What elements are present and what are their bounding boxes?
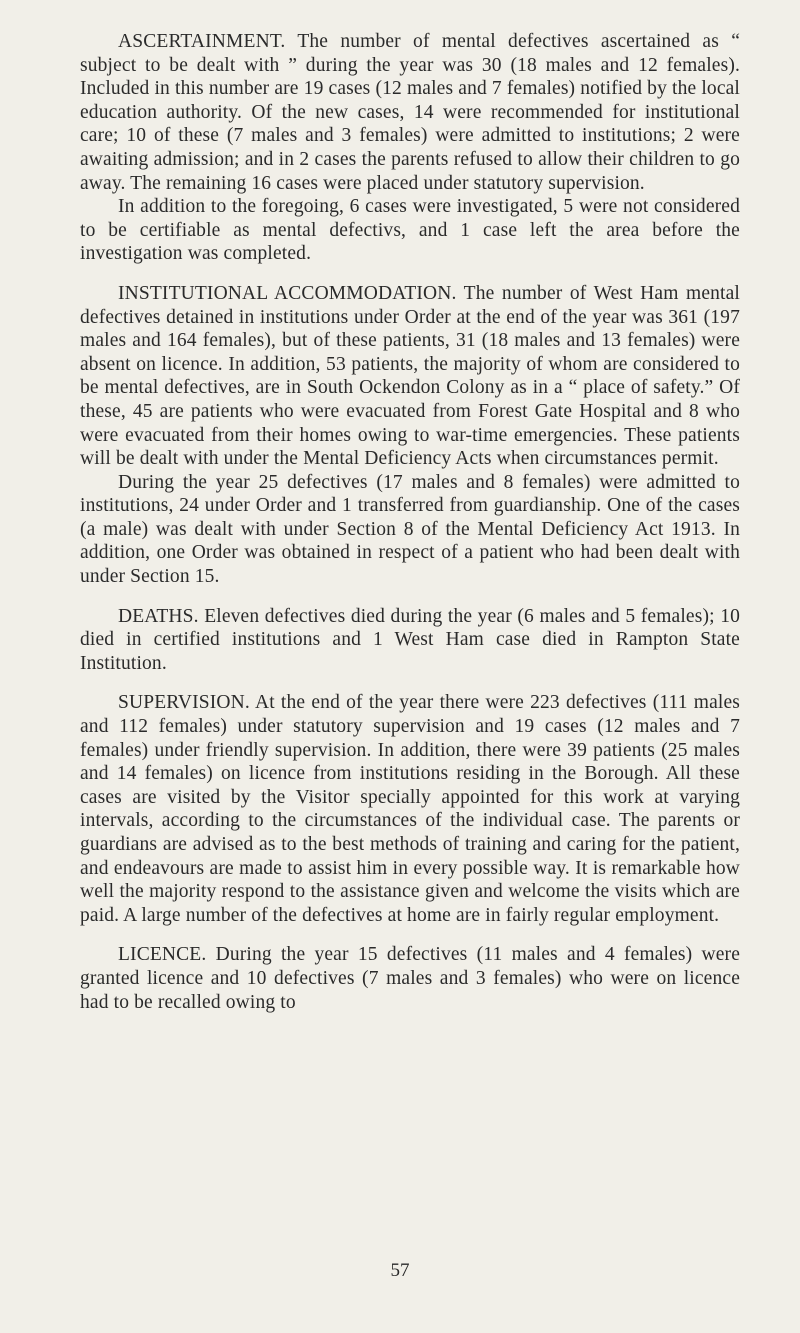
paragraph-investigated: In addition to the foregoing, 6 cases were investigated, 5 were not considered to be certifiable as mental defectivs, and 1 case left the area before the investigation was completed. (80, 196, 740, 265)
paragraph-admissions: During the year 25 defectives (17 males and 8 females) were admitted to institutions, 24 under Order and 1 transferred from guardianship. One of the cases (a male) was dealt with under Section 8 of the Mental Deficiency Act 1913. In addition, one Order was obtained in respect of a patient who had been dealt with under Section 15. (80, 471, 740, 588)
paragraph-licence: LICENCE. During the year 15 defectives (11 males and 4 females) were granted licence and 10 defectives (7 males and 3 females) who were on licence had to be recalled owing to (80, 944, 740, 1013)
paragraph-ascertainment: ASCERTAINMENT. The number of mental defectives ascertained as “ subject to be dealt with ” during the year was 30 (18 males and 12 females). Included in this number are 19 cases (12 males and 7 females) notified by the local education authority. Of the new cases, 14 were recommended for institutional care; 10 of these (7 males and 3 females) were admitted to institutions; 2 were awaiting admission; and in 2 cases the parents refused to allow their children to go away. The remaining 16 cases were placed under statutory supervision. (80, 31, 740, 194)
paragraph-institutional-accommodation: INSTITUTIONAL ACCOMMODATION. The number of West Ham mental defectives detained in institutions under Order at the end of the year was 361 (197 males and 164 females), but of these patients, 31 (18 males and 13 females) were absent on licence. In addition, 53 patients, the majority of whom are considered to be mental defectives, are in South Ockendon Colony as in a “ place of safety.” Of these, 45 are patients who were evacuated from Forest Gate Hospital and 8 who were evacuated from their homes owing to war-time emergencies. These patients will be dealt with under the Mental Deficiency Acts when circumstances permit. (80, 282, 740, 470)
paragraph-deaths: DEATHS. Eleven defectives died during the year (6 males and 5 females); 10 died in certified institutions and 1 West Ham case died in Rampton State Institution. (80, 605, 740, 674)
document-page (80, 30, 740, 1014)
page-number: 57 (390, 1260, 410, 1281)
paragraph-supervision: SUPERVISION. At the end of the year there were 223 defectives (111 males and 112 females) under statutory supervision and 19 cases (12 males and 7 females) under friendly supervision. In addition, there were 39 patients (25 males and 14 females) on licence from institutions residing in the Borough. All these cases are visited by the Visitor specially appointed for this work at varying intervals, according to the circumstances of the individual case. The parents or guardians are advised as to the best methods of training and caring for the patient, and endeavours are made to assist him in every possible way. It is remarkable how well the majority respond to the assistance given and welcome the visits which are paid. A large number of the defectives at home are in fairly regular employment. (80, 692, 740, 926)
